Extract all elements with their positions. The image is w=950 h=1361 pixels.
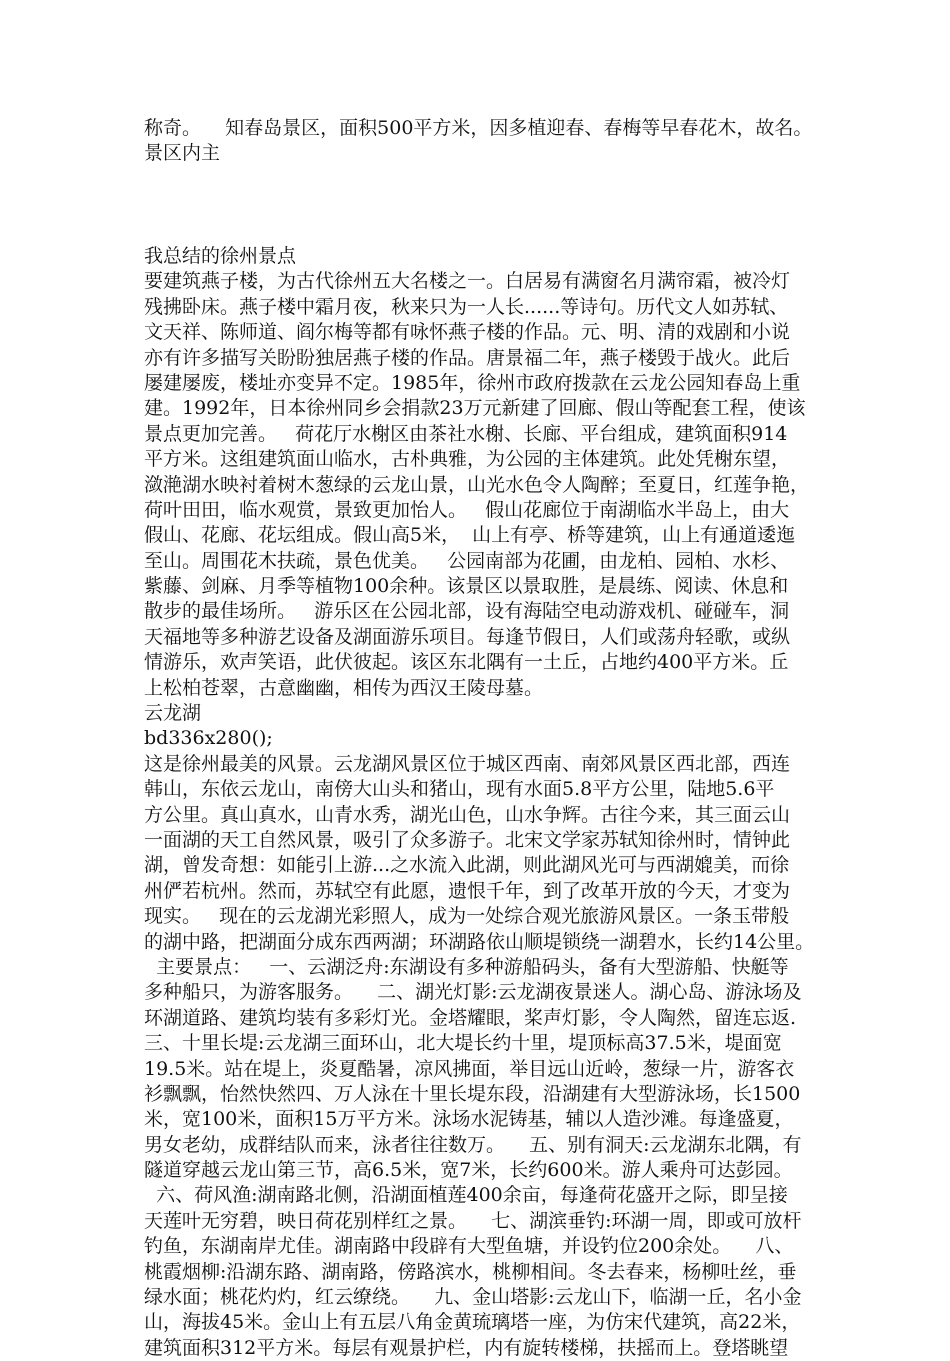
text-line: 紫藤、剑麻、月季等植物100余种。该景区以景取胜，是晨练、阅读、休息和 [144,575,789,598]
text-line: 环湖道路、建筑均装有多彩灯光。金塔耀眼，桨声灯影，令人陶然，留连忘返. [144,1006,797,1029]
text-line: 文天祥、陈师道、阎尔梅等都有咏怀燕子楼的作品。元、明、清的戏剧和小说 [144,321,791,344]
text-line: 衫飘飘，怡然快然四、万人泳在十里长堤东段，沿湖建有大型游泳场，长1500 [144,1082,801,1105]
text-line: 景区内主 [144,142,221,165]
text-line: 残拂卧床。燕子楼中霜月夜，秋来只为一人长......等诗句。历代文人如苏轼、 [144,295,789,318]
text-line: 平方米。这组建筑面山临水，古朴典雅，为公园的主体建筑。此处凭榭东望， [144,448,791,471]
text-line: bd336x280(); [144,727,273,750]
text-line: 韩山，东依云龙山，南傍大山头和猪山，现有水面5.8平方公里，陆地5.6平 [144,778,775,801]
text-line: 假山、花廊、花坛组成。假山高5米， 山上有亭、桥等建筑，山上有通道逶迤 [144,524,796,547]
text-line: 19.5米。站在堤上，炎夏酷暑，凉风拂面，举目远山近岭，葱绿一片，游客衣 [144,1057,795,1080]
text-line: 钓鱼，东湖南岸尤佳。湖南路中段辟有大型鱼塘，并设钓位200余处。 八、 [144,1235,794,1258]
text-line: 米，宽100米，面积15万平方米。泳场水泥铸基，辅以人造沙滩。每逢盛夏， [144,1108,794,1131]
text-line: 这是徐州最美的风景。云龙湖风景区位于城区西南、南郊风景区西北部，西连 [144,752,791,775]
text-line: 潋滟湖水映衬着树木葱绿的云龙山景，山光水色令人陶醉；至夏日，红莲争艳， [144,473,810,496]
top-text-block [144,116,814,167]
text-line: 天福地等多种游艺设备及湖面游乐项目。每逢节假日，人们或荡舟轻歌，或纵 [144,625,791,648]
text-line: 亦有许多描写关盼盼独居燕子楼的作品。唐景福二年，燕子楼毁于战火。此后 [144,346,791,369]
text-line: 要建筑燕子楼，为古代徐州五大名楼之一。白居易有满窗名月满帘霜，被冷灯 [144,270,791,293]
text-line: 湖，曾发奇想：如能引上游...之水流入此湖，则此湖风光可与西湖媲美，而徐 [144,854,790,877]
text-line: 天莲叶无穷碧，映日荷花别样红之景。 七、湖滨垂钓:环湖一周，即或可放杆 [144,1209,802,1232]
text-line: 男女老幼，成群结队而来，泳者往往数万。 五、别有洞天:云龙湖东北隅，有 [144,1133,802,1156]
text-line: 现实。 现在的云龙湖光彩照人，成为一处综合观光旅游风景区。一条玉带般 [144,905,790,928]
text-line: 绿水面；桃花灼灼，红云缭绕。 九、金山塔影:云龙山下，临湖一丘，名小金 [144,1286,802,1309]
text-line: 建。1992年，日本徐州同乡会捐款23万元新建了回廊、假山等配套工程，使该 [144,397,806,420]
text-line: 州俨若杭州。然而，苏轼空有此愿，遗恨千年，到了改革开放的今天，才变为 [144,879,791,902]
text-line: 景点更加完善。 荷花厅水榭区由茶社水榭、长廊、平台组成，建筑面积914 [144,422,788,445]
text-line: 建筑面积312平方米。每层有观景护栏，内有旋转楼梯，扶摇而上。登塔眺望 [144,1336,789,1359]
text-line: 三、十里长堤:云龙湖三面环山，北大堤长约十里，堤顶标高37.5米，堤面宽 [144,1032,782,1055]
text-line: 称奇。 知春岛景区，面积500平方米，因多植迎春、春梅等早春花木，故名。 [144,117,813,139]
text-line: 云龙湖 [144,702,202,725]
text-line: 多种船只，为游客服务。 二、湖光灯影:云龙湖夜景迷人。湖心岛、游泳场及 [144,981,802,1004]
text-line: 散步的最佳场所。 游乐区在公园北部，设有海陆空电动游戏机、碰碰车，洞 [144,600,790,623]
text-line: 至山。周围花木扶疏，景色优美。 公园南部为花圃，由龙柏、园柏、水杉、 [144,549,790,572]
text-line: 隧道穿越云龙山第三节，高6.5米，宽7米，长约600米。游人乘舟可达彭园。 [144,1159,793,1182]
text-line: 桃霞烟柳:沿湖东路、湖南路，傍路滨水，桃柳相间。冬去春来，杨柳吐丝，垂 [144,1260,797,1283]
text-line: 屡建屡废，楼址亦变异不定。1985年，徐州市政府拨款在云龙公园知春岛上重 [144,371,801,394]
text-line: 六、荷风渔:湖南路北侧，沿湖面植莲400余亩，每逢荷花盛开之际，即呈接 [144,1184,788,1207]
text-line: 山，海拔45米。金山上有五层八角金黄琉璃塔一座，为仿宋代建筑，高22米， [144,1311,801,1334]
text-line: 情游乐，欢声笑语，此伏彼起。该区东北隅有一土丘，占地约400平方米。丘 [144,651,789,674]
text-line: 我总结的徐州景点 [144,245,297,267]
text-line: 荷叶田田，临水观赏，景致更加怡人。 假山花廊位于南湖临水半岛上，由大 [144,498,790,521]
text-line: 的湖中路，把湖面分成东西两湖；环湖路依山顺堤锁绕一湖碧水，长约14公里。 [144,930,815,953]
text-line: 主要景点： 一、云湖泛舟:东湖设有多种游船码头，备有大型游船、快艇等 [144,955,789,978]
text-line: 上松柏苍翠，古意幽幽，相传为西汉王陵母墓。 [144,676,544,699]
text-line: 方公里。真山真水，山青水秀，湖光山色，山水争辉。古往今来，其三面云山 [144,803,791,826]
text-line: 一面湖的天工自然风景，吸引了众多游子。北宋文学家苏轼知徐州时，情钟此 [144,828,791,851]
main-text-block [144,244,814,1361]
